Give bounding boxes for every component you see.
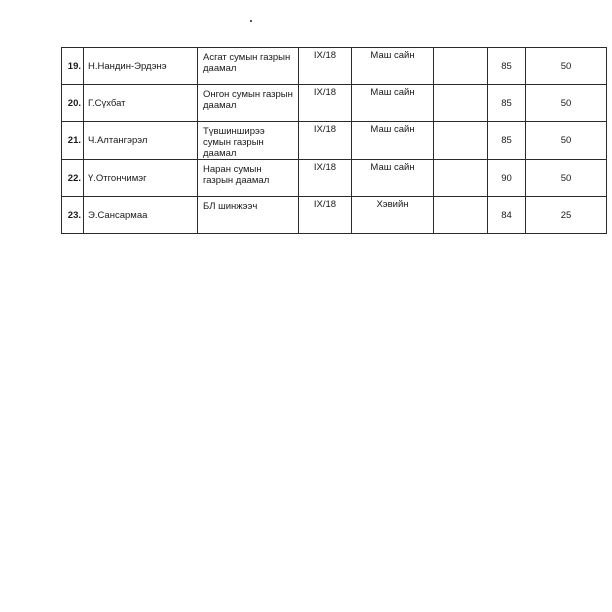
empty-cell (434, 197, 488, 234)
evaluation-grade: Маш сайн (352, 85, 434, 122)
empty-cell (434, 122, 488, 160)
employee-name: Ү.Отгончимэг (84, 160, 198, 197)
employee-position: Асгат сумын газрын даамал (198, 48, 299, 85)
score-points: 90 (488, 160, 526, 197)
evaluation-month: IX/18 (299, 122, 352, 160)
score-points: 85 (488, 122, 526, 160)
evaluation-month: IX/18 (299, 197, 352, 234)
table-row (62, 122, 607, 160)
employee-position: БЛ шинжээч (198, 197, 299, 234)
row-number: 21. (62, 122, 84, 160)
empty-cell (434, 85, 488, 122)
employee-name: Ч.Алтангэрэл (84, 122, 198, 160)
table-row (62, 85, 607, 122)
scan-dot-mark (250, 20, 252, 22)
employee-evaluation-table (61, 47, 607, 234)
score-points: 85 (488, 85, 526, 122)
employee-name: Н.Нандин-Эрдэнэ (84, 48, 198, 85)
evaluation-grade: Маш сайн (352, 160, 434, 197)
table-row (62, 48, 607, 85)
evaluation-month: IX/18 (299, 160, 352, 197)
score-percent: 25 (526, 197, 607, 234)
employee-name: Г.Сүхбат (84, 85, 198, 122)
row-number: 22. (62, 160, 84, 197)
score-percent: 50 (526, 48, 607, 85)
employee-position: Наран сумын газрын даамал (198, 160, 299, 197)
evaluation-month: IX/18 (299, 48, 352, 85)
evaluation-grade: Маш сайн (352, 122, 434, 160)
evaluation-grade: Хэвийн (352, 197, 434, 234)
evaluation-grade: Маш сайн (352, 48, 434, 85)
employee-position: Түвшинширээ сумын газрын даамал (198, 122, 299, 160)
evaluation-month: IX/18 (299, 85, 352, 122)
table-row (62, 197, 607, 234)
row-number: 20. (62, 85, 84, 122)
score-percent: 50 (526, 160, 607, 197)
empty-cell (434, 160, 488, 197)
score-percent: 50 (526, 122, 607, 160)
score-percent: 50 (526, 85, 607, 122)
score-points: 84 (488, 197, 526, 234)
score-points: 85 (488, 48, 526, 85)
employee-position: Онгон сумын газрын даамал (198, 85, 299, 122)
row-number: 23. (62, 197, 84, 234)
table-row (62, 160, 607, 197)
employee-name: Э.Сансармаа (84, 197, 198, 234)
row-number: 19. (62, 48, 84, 85)
empty-cell (434, 48, 488, 85)
